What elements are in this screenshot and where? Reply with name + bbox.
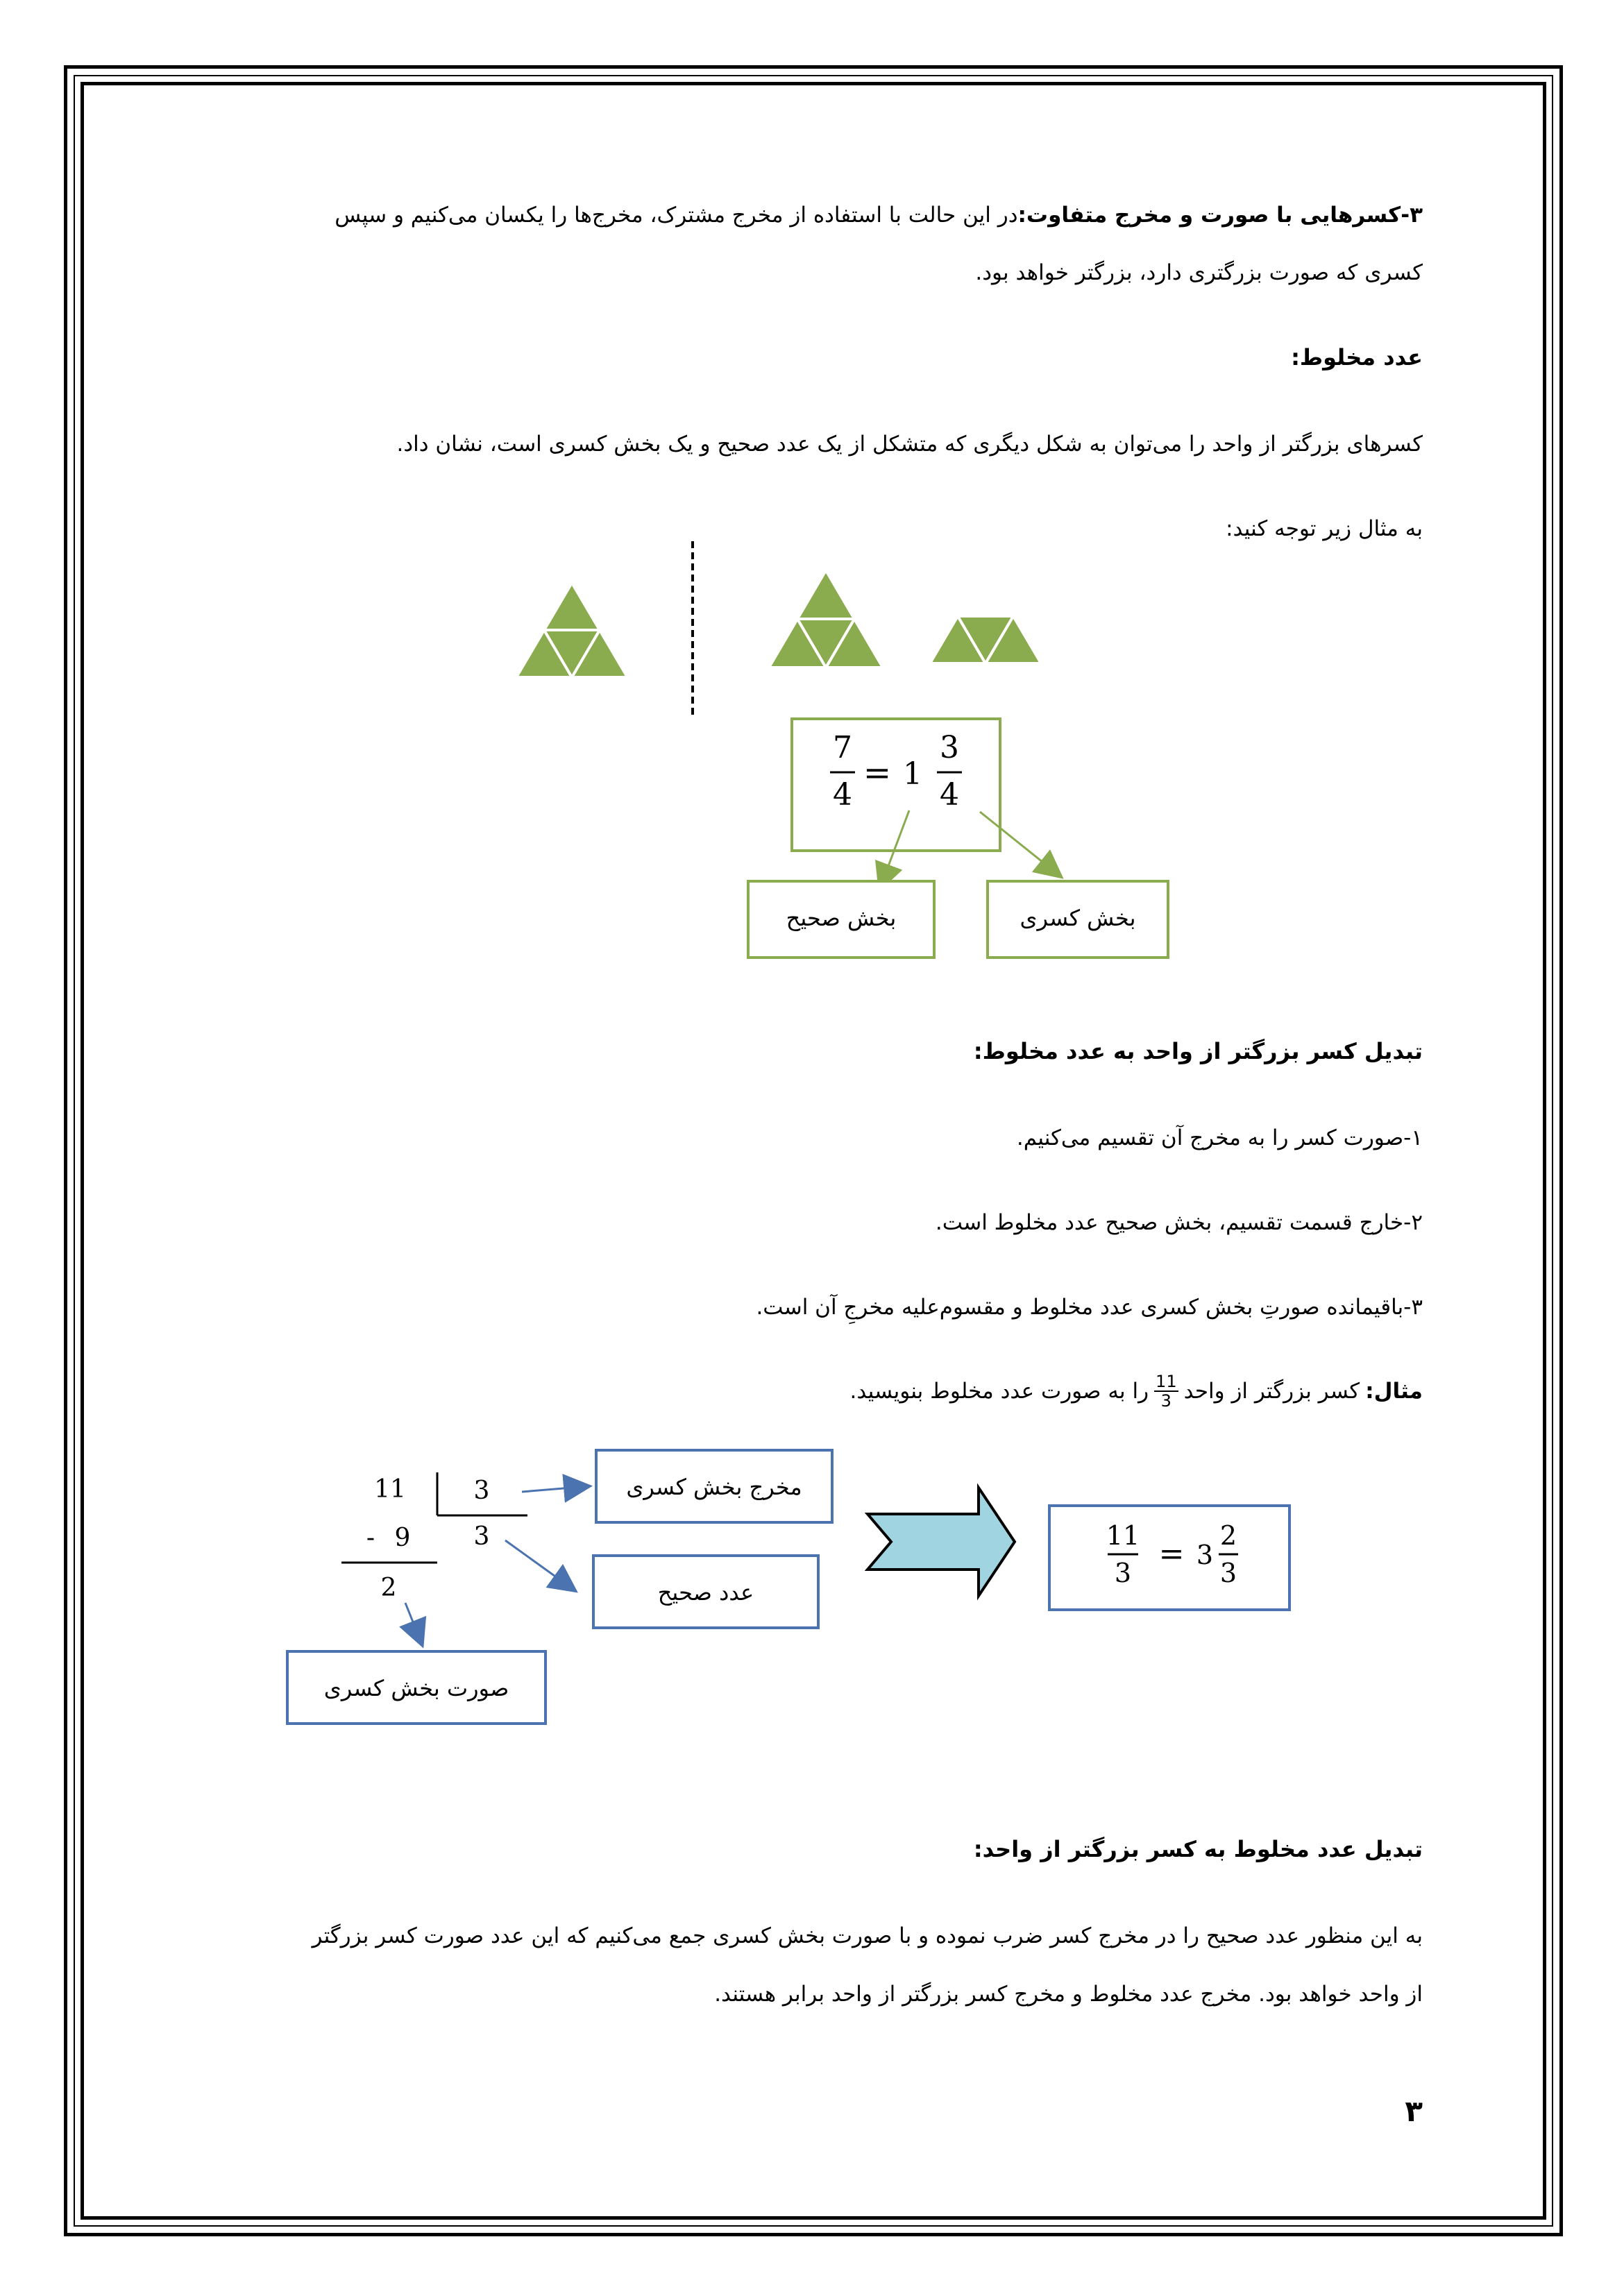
example-intro: به مثال زیر توجه کنید: (1226, 516, 1423, 541)
result-equals: = (1158, 1536, 1185, 1572)
result-integer: 3 (1196, 1540, 1214, 1570)
example-label: مثال: (1365, 1379, 1423, 1404)
eq-frac-numerator: 3 (940, 730, 959, 765)
numerator-label: صورت بخش کسری (323, 1675, 509, 1701)
arrow-divisor-to-denominator (522, 1486, 589, 1492)
reverse-heading: تبدیل عدد مخلوط به کسر بزرگتر از واحد: (973, 1836, 1423, 1862)
mixed-number-heading: عدد مخلوط: (1291, 344, 1423, 371)
eq-integer: 1 (903, 756, 922, 792)
section3-paragraph-line1 (180, 200, 1423, 230)
mixed-number-definition: کسرهای بزرگتر از واحد را می‌توان به شکل دیگری که متشکل از یک عدد صحیح و یک بخش کسری است، نشان داد. (396, 432, 1423, 457)
denominator-label: مخرج بخش کسری (626, 1474, 802, 1500)
fraction-part-label: بخش کسری (1020, 905, 1136, 931)
convert-heading: تبدیل کسر بزرگتر از واحد به عدد مخلوط: (973, 1038, 1423, 1064)
division-minus: - (366, 1524, 375, 1552)
integer-label: عدد صحیح (657, 1579, 754, 1606)
section3-text-line2: کسری که صورت بزرگتری دارد، بزرگتر خواهد بود. (975, 260, 1423, 285)
eq-whole-denominator: 4 (833, 777, 852, 813)
division-divisor: 3 (473, 1477, 490, 1505)
triangle-whole-left (516, 583, 627, 677)
eq-equals: = (863, 754, 892, 792)
triangle-three-quarters (930, 616, 1041, 663)
integer-part-label: بخش صحیح (786, 905, 897, 931)
reverse-text-line2: از واحد خواهد بود. مخرج عدد مخلوط و مخرج کسر بزرگتر از واحد برابر هستند. (714, 1982, 1423, 2007)
eq-whole-numerator: 7 (833, 730, 852, 765)
convert-step-2: ۲-خارج قسمت تقسیم، بخش صحیح عدد مخلوط است. (935, 1210, 1423, 1235)
reverse-text-line1: به این منظور عدد صحیح را در مخرج کسر ضرب نموده و با صورت بخش کسری جمع می‌کنیم که این عدد صورت کسر بزرگتر (312, 1923, 1423, 1948)
result-denominator: 3 (1114, 1558, 1132, 1588)
example-inline-denominator: 3 (1160, 1391, 1172, 1411)
equation-box (792, 719, 1000, 851)
section3-title: ۳-کسرهایی با صورت و مخرج متفاوت: (1017, 203, 1423, 228)
big-right-arrow (868, 1488, 1015, 1596)
example-inline-numerator: 11 (1156, 1372, 1177, 1391)
arrow-remainder-to-numerator (405, 1603, 422, 1644)
division-dividend: 11 (374, 1475, 406, 1504)
example-text-a: کسر بزرگتر از واحد (1183, 1379, 1360, 1404)
page-number: ۳ (1405, 2094, 1423, 2128)
division-product: 9 (394, 1524, 411, 1552)
arrow-quotient-to-integer (505, 1540, 575, 1590)
result-frac-numerator: 2 (1219, 1520, 1237, 1551)
result-numerator: 11 (1106, 1520, 1140, 1551)
example-inline-fraction (1154, 1372, 1178, 1410)
section3-text-line1: در این حالت با استفاده از مخرج مشترک، مخرج‌ها را یکسان می‌کنیم و سپس (335, 203, 1018, 228)
convert-example-line (850, 1372, 1423, 1410)
mixed-number-diagram (514, 527, 1194, 971)
division-diagram (278, 1443, 1319, 1742)
result-frac-denominator: 3 (1219, 1558, 1237, 1588)
convert-step-1: ۱-صورت کسر را به مخرج آن تقسیم می‌کنیم. (1016, 1125, 1423, 1150)
convert-step-3: ۳-باقیمانده صورتِ بخش کسری عدد مخلوط و مقسوم‌علیه مخرجِ آن است. (756, 1295, 1423, 1320)
division-remainder: 2 (380, 1574, 397, 1602)
division-quotient: 3 (473, 1522, 490, 1551)
example-text-b: را به صورت عدد مخلوط بنویسید. (849, 1379, 1149, 1404)
triangle-whole-middle (769, 570, 883, 667)
eq-frac-denominator: 4 (940, 777, 959, 813)
